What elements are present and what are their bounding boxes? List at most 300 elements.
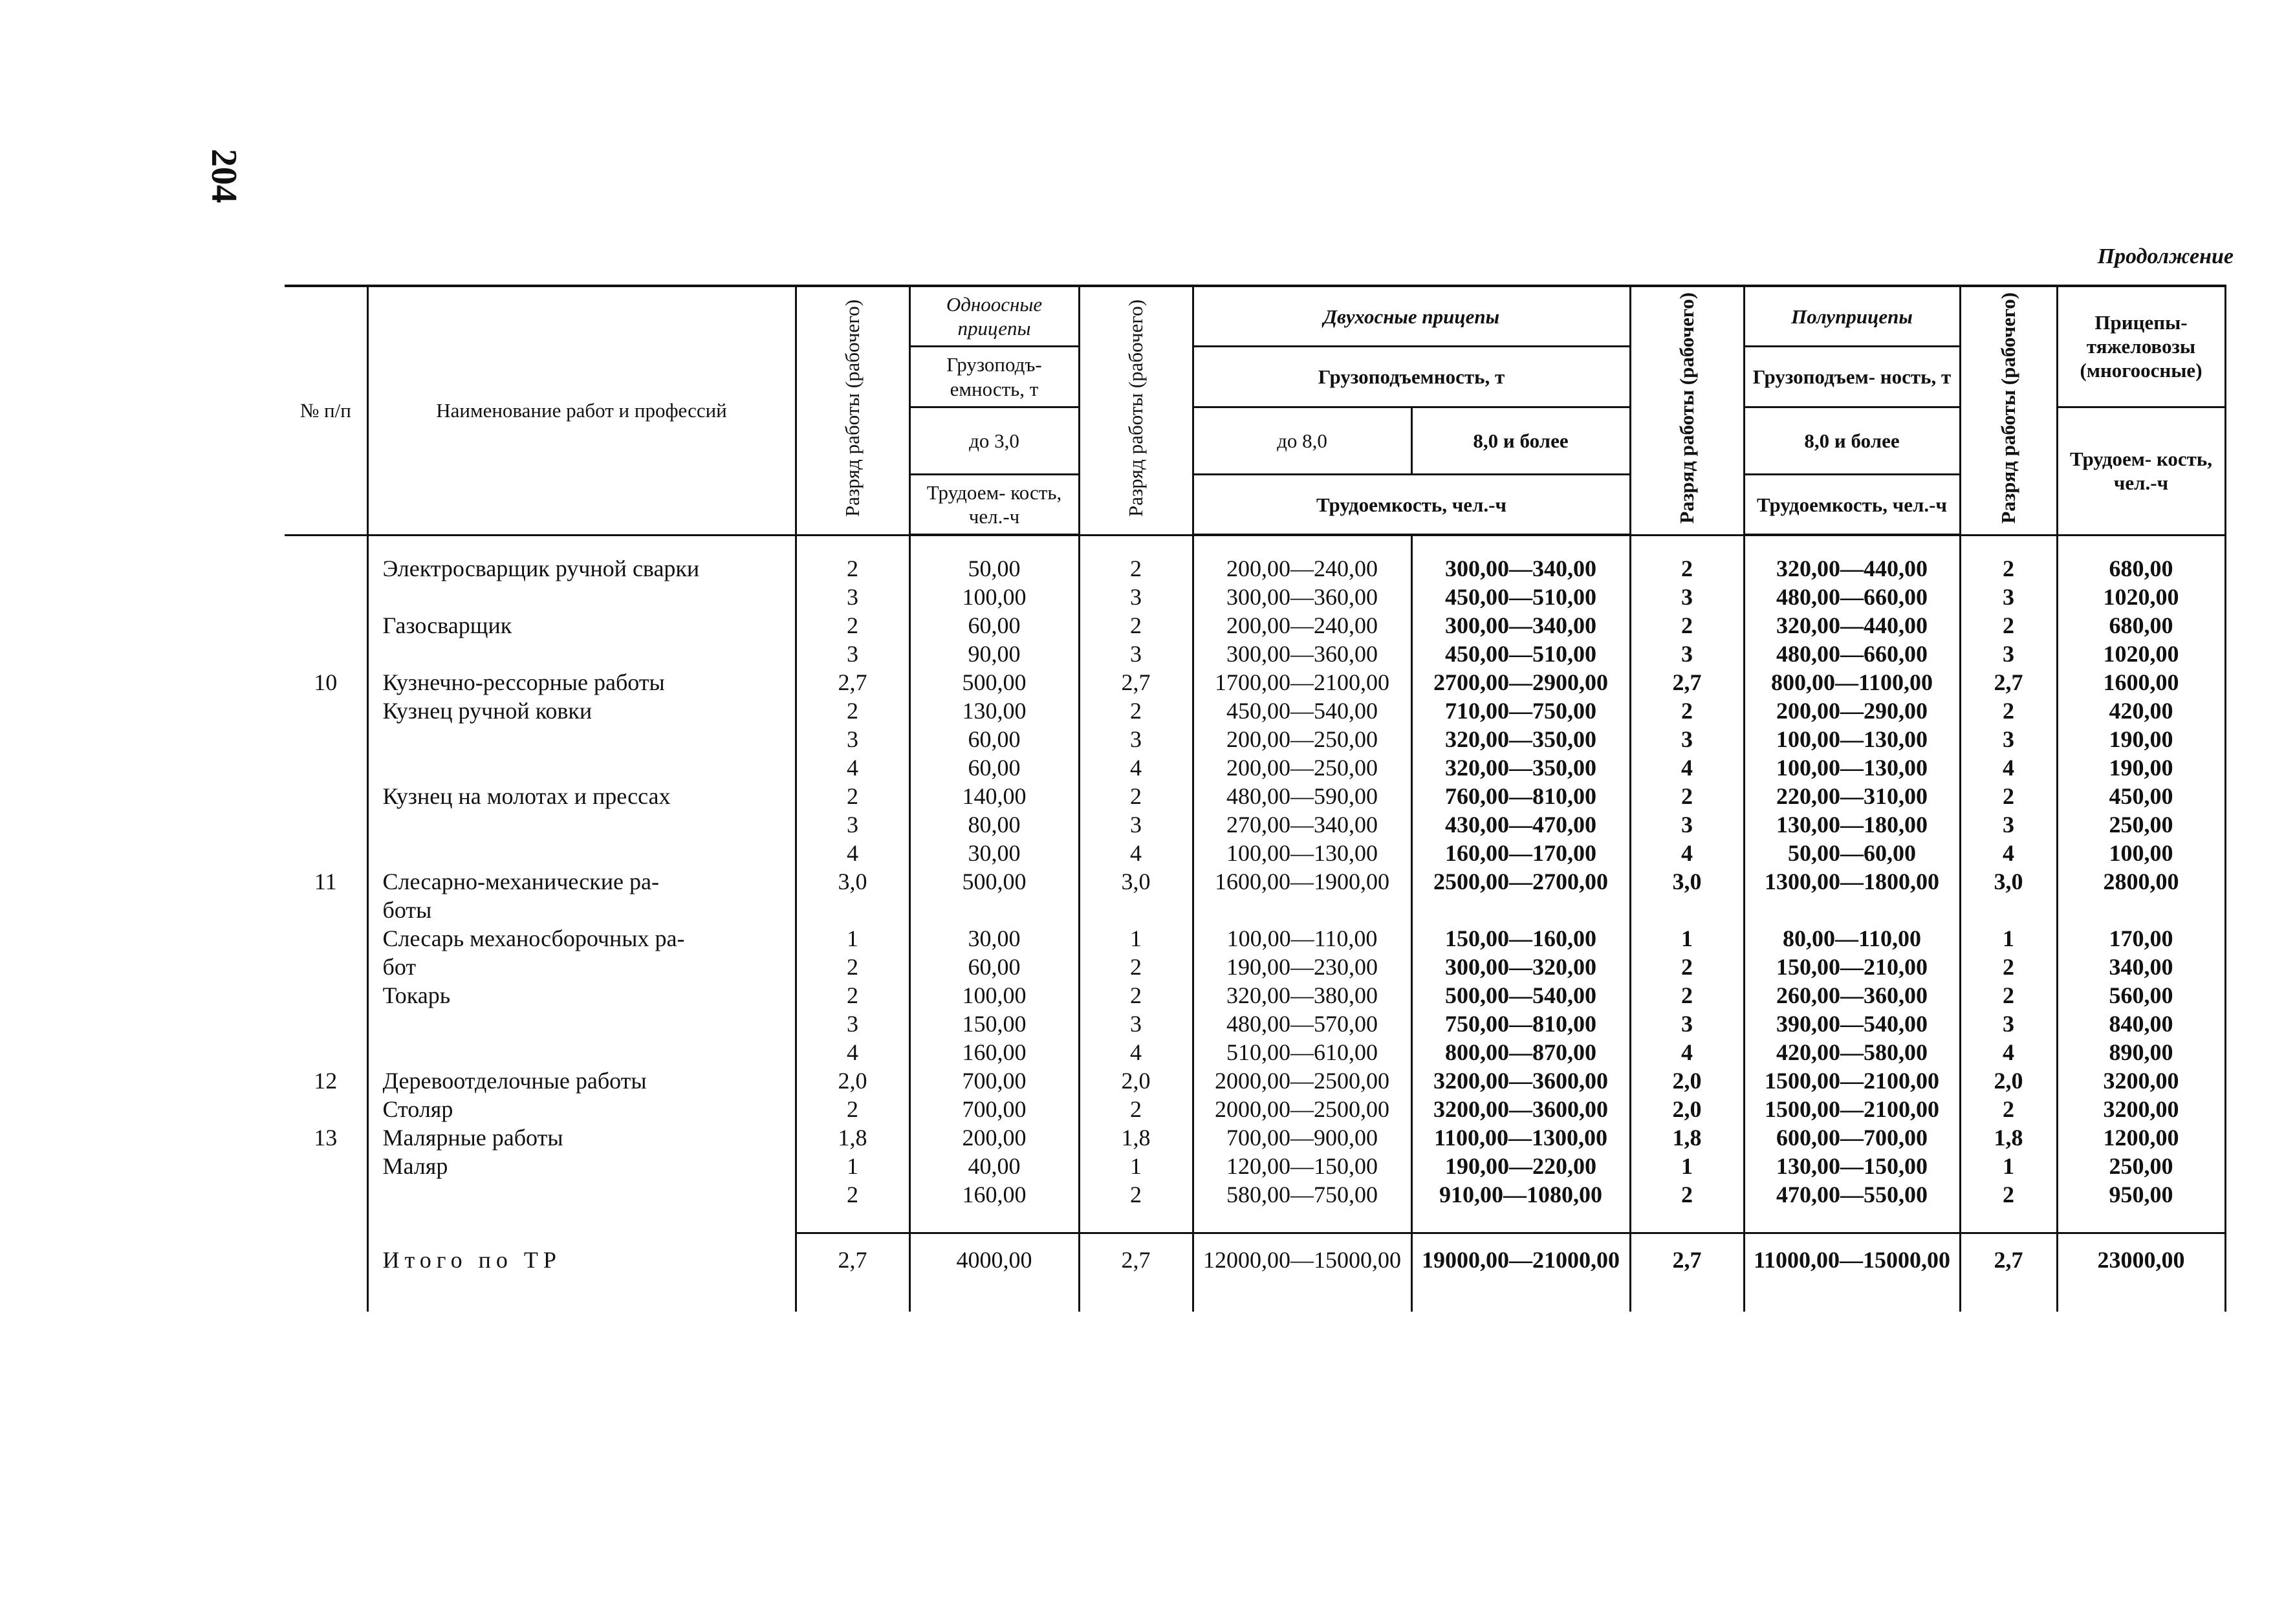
row-grade-single: 4 <box>796 753 909 782</box>
header-two-axle-range-2: 8,0 и более <box>1411 407 1630 474</box>
row-labor-two-axle-over8: 800,00—870,00 <box>1411 1038 1630 1066</box>
row-grade-single: 3 <box>796 583 909 611</box>
row-grade-semi: 2 <box>1630 981 1744 1010</box>
row-grade-two-axle: 2 <box>1079 611 1193 640</box>
row-labor-heavy: 680,00 <box>2057 611 2225 640</box>
row-labor-two-axle-over8: 160,00—170,00 <box>1411 839 1630 867</box>
row-labor-single: 30,00 <box>909 839 1079 867</box>
row-grade-single: 2 <box>796 953 909 981</box>
row-labor-semi: 320,00—440,00 <box>1744 554 1960 583</box>
row-grade-semi: 2 <box>1630 554 1744 583</box>
row-labor-two-axle-upto8: 700,00—900,00 <box>1193 1123 1411 1152</box>
header-two-axle-range-1: до 8,0 <box>1193 407 1411 474</box>
row-num <box>285 697 367 725</box>
row-labor-two-axle-upto8: 200,00—250,00 <box>1193 753 1411 782</box>
row-labor-two-axle-upto8: 120,00—150,00 <box>1193 1152 1411 1180</box>
row-name: боты <box>367 896 796 924</box>
row-labor-single: 150,00 <box>909 1010 1079 1038</box>
row-grade-single: 2 <box>796 981 909 1010</box>
row-name: Токарь <box>367 981 796 1010</box>
row-grade-semi: 1,8 <box>1630 1123 1744 1152</box>
row-labor-two-axle-upto8: 1600,00—1900,00 <box>1193 867 1411 896</box>
row-labor-two-axle-over8: 910,00—1080,00 <box>1411 1180 1630 1209</box>
row-name: Слесарь механосборочных ра- <box>367 924 796 953</box>
row-grade-heavy: 3 <box>1960 583 2057 611</box>
header-grade-2 <box>1079 286 1193 535</box>
row-grade-heavy: 2,7 <box>1960 668 2057 697</box>
table-row <box>285 981 2225 1010</box>
row-labor-semi: 260,00—360,00 <box>1744 981 1960 1010</box>
row-labor-two-axle-over8: 320,00—350,00 <box>1411 725 1630 753</box>
row-grade-single: 2 <box>796 782 909 810</box>
row-grade-single: 2 <box>796 554 909 583</box>
total-row <box>285 1233 2225 1286</box>
row-labor-single: 500,00 <box>909 668 1079 697</box>
row-grade-heavy: 2 <box>1960 782 2057 810</box>
header-single-axle-range: до 3,0 <box>909 407 1079 474</box>
row-labor-heavy: 250,00 <box>2057 1152 2225 1180</box>
table-row <box>285 1038 2225 1066</box>
row-labor-single: 100,00 <box>909 981 1079 1010</box>
header-single-axle-labor: Трудоем- кость, чел.-ч <box>909 474 1079 535</box>
header-two-axle-capacity: Грузоподъемность, т <box>1193 347 1630 407</box>
row-labor-semi: 220,00—310,00 <box>1744 782 1960 810</box>
row-labor-semi: 130,00—150,00 <box>1744 1152 1960 1180</box>
row-name: Малярные работы <box>367 1123 796 1152</box>
row-labor-two-axle-over8: 450,00—510,00 <box>1411 583 1630 611</box>
row-labor-two-axle-over8 <box>1411 896 1630 924</box>
row-labor-two-axle-over8: 300,00—340,00 <box>1411 554 1630 583</box>
row-labor-two-axle-upto8: 1700,00—2100,00 <box>1193 668 1411 697</box>
row-labor-two-axle-over8: 2500,00—2700,00 <box>1411 867 1630 896</box>
row-grade-two-axle: 2 <box>1079 1095 1193 1123</box>
table-row <box>285 554 2225 583</box>
row-labor-heavy: 100,00 <box>2057 839 2225 867</box>
table-row <box>285 867 2225 896</box>
total-grade-heavy: 2,7 <box>1960 1233 2057 1286</box>
page-number: 204 <box>204 149 244 203</box>
row-labor-two-axle-upto8 <box>1193 896 1411 924</box>
row-grade-heavy: 4 <box>1960 753 2057 782</box>
row-labor-two-axle-upto8: 2000,00—2500,00 <box>1193 1095 1411 1123</box>
row-name: Электросварщик ручной сварки <box>367 554 796 583</box>
row-num <box>285 583 367 611</box>
row-labor-semi <box>1744 896 1960 924</box>
row-labor-two-axle-upto8: 480,00—570,00 <box>1193 1010 1411 1038</box>
row-labor-two-axle-over8: 750,00—810,00 <box>1411 1010 1630 1038</box>
row-labor-single: 40,00 <box>909 1152 1079 1180</box>
row-num <box>285 896 367 924</box>
header-semi-capacity: Грузоподъем- ность, т <box>1744 347 1960 407</box>
total-grade-two-axle: 2,7 <box>1079 1233 1193 1286</box>
tail-row <box>285 1286 2225 1312</box>
row-labor-two-axle-upto8: 200,00—240,00 <box>1193 611 1411 640</box>
header-single-axle-title: Одноосные прицепы <box>909 286 1079 347</box>
row-num <box>285 753 367 782</box>
row-grade-single: 3 <box>796 810 909 839</box>
row-grade-two-axle: 3 <box>1079 1010 1193 1038</box>
row-name <box>367 1180 796 1209</box>
row-grade-semi <box>1630 896 1744 924</box>
row-labor-heavy: 560,00 <box>2057 981 2225 1010</box>
row-labor-single: 60,00 <box>909 953 1079 981</box>
row-num: 12 <box>285 1066 367 1095</box>
table-body <box>285 535 2225 1312</box>
row-grade-two-axle: 1,8 <box>1079 1123 1193 1152</box>
row-labor-two-axle-upto8: 2000,00—2500,00 <box>1193 1066 1411 1095</box>
row-labor-single: 160,00 <box>909 1038 1079 1066</box>
row-labor-single: 140,00 <box>909 782 1079 810</box>
row-labor-two-axle-over8: 430,00—470,00 <box>1411 810 1630 839</box>
total-separator-row <box>285 1209 2225 1233</box>
row-grade-two-axle: 4 <box>1079 839 1193 867</box>
row-grade-two-axle: 3 <box>1079 640 1193 668</box>
total-grade-single: 2,7 <box>796 1233 909 1286</box>
row-grade-heavy: 2,0 <box>1960 1066 2057 1095</box>
row-labor-single: 30,00 <box>909 924 1079 953</box>
table-row <box>285 953 2225 981</box>
row-labor-single: 50,00 <box>909 554 1079 583</box>
row-grade-heavy: 3 <box>1960 640 2057 668</box>
row-grade-heavy: 2 <box>1960 554 2057 583</box>
row-labor-two-axle-upto8: 320,00—380,00 <box>1193 981 1411 1010</box>
table-header <box>285 286 2225 535</box>
row-grade-semi: 3 <box>1630 583 1744 611</box>
row-grade-heavy: 3 <box>1960 1010 2057 1038</box>
row-labor-heavy: 890,00 <box>2057 1038 2225 1066</box>
row-labor-two-axle-over8: 3200,00—3600,00 <box>1411 1095 1630 1123</box>
row-grade-heavy: 2 <box>1960 697 2057 725</box>
header-two-axle-title: Двухосные прицепы <box>1193 286 1630 347</box>
header-grade-4 <box>1960 286 2057 535</box>
row-name <box>367 810 796 839</box>
row-grade-single: 1 <box>796 1152 909 1180</box>
row-grade-heavy: 4 <box>1960 1038 2057 1066</box>
row-labor-semi: 80,00—110,00 <box>1744 924 1960 953</box>
row-name <box>367 1038 796 1066</box>
header-num: № п/п <box>285 286 367 535</box>
row-labor-semi: 100,00—130,00 <box>1744 753 1960 782</box>
header-grade-3 <box>1630 286 1744 535</box>
row-num <box>285 839 367 867</box>
row-grade-semi: 2 <box>1630 697 1744 725</box>
row-grade-semi: 3,0 <box>1630 867 1744 896</box>
row-name: Кузнец на молотах и прессах <box>367 782 796 810</box>
table-row <box>285 697 2225 725</box>
row-name: Маляр <box>367 1152 796 1180</box>
row-name <box>367 640 796 668</box>
row-labor-heavy: 950,00 <box>2057 1180 2225 1209</box>
row-labor-single: 700,00 <box>909 1066 1079 1095</box>
header-grade-1-text: Разряд работы (рабочего) <box>841 299 864 517</box>
row-grade-single: 3 <box>796 640 909 668</box>
total-labor-single: 4000,00 <box>909 1233 1079 1286</box>
row-labor-single: 160,00 <box>909 1180 1079 1209</box>
row-grade-semi: 1 <box>1630 1152 1744 1180</box>
header-grade-2-text: Разряд работы (рабочего) <box>1124 299 1147 517</box>
row-labor-semi: 1300,00—1800,00 <box>1744 867 1960 896</box>
row-grade-two-axle: 1 <box>1079 924 1193 953</box>
row-name: Деревоотделочные работы <box>367 1066 796 1095</box>
row-labor-single: 60,00 <box>909 753 1079 782</box>
row-labor-semi: 200,00—290,00 <box>1744 697 1960 725</box>
row-grade-two-axle: 3 <box>1079 583 1193 611</box>
row-labor-semi: 480,00—660,00 <box>1744 583 1960 611</box>
row-num <box>285 725 367 753</box>
table-row <box>285 1180 2225 1209</box>
header-semi-labor: Трудоемкость, чел.-ч <box>1744 474 1960 535</box>
row-num <box>285 611 367 640</box>
row-grade-single: 2,0 <box>796 1066 909 1095</box>
row-grade-two-axle: 4 <box>1079 1038 1193 1066</box>
row-grade-semi: 4 <box>1630 753 1744 782</box>
row-grade-single: 2 <box>796 611 909 640</box>
row-name: Кузнец ручной ковки <box>367 697 796 725</box>
row-labor-heavy: 680,00 <box>2057 554 2225 583</box>
row-num <box>285 1095 367 1123</box>
row-grade-heavy: 2 <box>1960 953 2057 981</box>
row-labor-single: 80,00 <box>909 810 1079 839</box>
row-labor-single <box>909 896 1079 924</box>
row-labor-two-axle-upto8: 300,00—360,00 <box>1193 640 1411 668</box>
row-grade-two-axle: 3,0 <box>1079 867 1193 896</box>
row-num <box>285 981 367 1010</box>
row-labor-two-axle-over8: 190,00—220,00 <box>1411 1152 1630 1180</box>
row-labor-two-axle-over8: 450,00—510,00 <box>1411 640 1630 668</box>
row-labor-two-axle-over8: 760,00—810,00 <box>1411 782 1630 810</box>
row-labor-single: 60,00 <box>909 611 1079 640</box>
row-name: Столяр <box>367 1095 796 1123</box>
row-labor-heavy: 840,00 <box>2057 1010 2225 1038</box>
table-row <box>285 753 2225 782</box>
row-labor-two-axle-upto8: 580,00—750,00 <box>1193 1180 1411 1209</box>
row-grade-semi: 2 <box>1630 953 1744 981</box>
row-grade-single: 1 <box>796 924 909 953</box>
row-grade-heavy: 1 <box>1960 1152 2057 1180</box>
row-grade-semi: 2 <box>1630 782 1744 810</box>
row-grade-heavy: 2 <box>1960 1095 2057 1123</box>
row-grade-heavy: 1 <box>1960 924 2057 953</box>
row-name <box>367 725 796 753</box>
row-labor-heavy: 1600,00 <box>2057 668 2225 697</box>
row-labor-two-axle-over8: 150,00—160,00 <box>1411 924 1630 953</box>
row-labor-semi: 480,00—660,00 <box>1744 640 1960 668</box>
row-labor-two-axle-over8: 2700,00—2900,00 <box>1411 668 1630 697</box>
row-grade-semi: 3 <box>1630 810 1744 839</box>
row-labor-single: 100,00 <box>909 583 1079 611</box>
row-labor-single: 500,00 <box>909 867 1079 896</box>
header-grade-3-text: Разряд работы (рабочего) <box>1675 292 1699 524</box>
total-labor-semi: 11000,00—15000,00 <box>1744 1233 1960 1286</box>
row-num <box>285 640 367 668</box>
row-grade-two-axle: 2,7 <box>1079 668 1193 697</box>
row-grade-heavy: 3,0 <box>1960 867 2057 896</box>
row-labor-heavy: 450,00 <box>2057 782 2225 810</box>
table-row <box>285 1010 2225 1038</box>
spacer-row <box>285 535 2225 554</box>
row-name: бот <box>367 953 796 981</box>
row-num <box>285 1180 367 1209</box>
row-labor-semi: 390,00—540,00 <box>1744 1010 1960 1038</box>
table-row <box>285 725 2225 753</box>
row-grade-semi: 1 <box>1630 924 1744 953</box>
row-labor-semi: 150,00—210,00 <box>1744 953 1960 981</box>
row-grade-two-axle: 2,0 <box>1079 1066 1193 1095</box>
row-grade-heavy: 4 <box>1960 839 2057 867</box>
row-labor-two-axle-upto8: 100,00—130,00 <box>1193 839 1411 867</box>
row-labor-heavy: 3200,00 <box>2057 1066 2225 1095</box>
row-grade-two-axle: 4 <box>1079 753 1193 782</box>
total-labor-two-axle-upto8: 12000,00—15000,00 <box>1193 1233 1411 1286</box>
header-two-axle-labor: Трудоемкость, чел.-ч <box>1193 474 1630 535</box>
table-row <box>285 583 2225 611</box>
row-grade-single: 4 <box>796 1038 909 1066</box>
row-labor-heavy: 2800,00 <box>2057 867 2225 896</box>
row-labor-semi: 320,00—440,00 <box>1744 611 1960 640</box>
row-grade-semi: 3 <box>1630 640 1744 668</box>
row-num <box>285 1152 367 1180</box>
row-grade-single: 2,7 <box>796 668 909 697</box>
table-row <box>285 1095 2225 1123</box>
row-num: 11 <box>285 867 367 896</box>
row-grade-single: 1,8 <box>796 1123 909 1152</box>
row-name <box>367 839 796 867</box>
table-row <box>285 810 2225 839</box>
row-labor-two-axle-over8: 500,00—540,00 <box>1411 981 1630 1010</box>
row-grade-semi: 2,0 <box>1630 1066 1744 1095</box>
row-labor-two-axle-over8: 3200,00—3600,00 <box>1411 1066 1630 1095</box>
row-grade-two-axle: 2 <box>1079 953 1193 981</box>
labor-table <box>285 285 2226 1312</box>
row-labor-semi: 470,00—550,00 <box>1744 1180 1960 1209</box>
row-grade-heavy: 2 <box>1960 1180 2057 1209</box>
row-labor-single: 60,00 <box>909 725 1079 753</box>
row-labor-two-axle-over8: 1100,00—1300,00 <box>1411 1123 1630 1152</box>
row-grade-two-axle: 3 <box>1079 725 1193 753</box>
table-row <box>285 896 2225 924</box>
row-num <box>285 810 367 839</box>
total-labor-two-axle-over8: 19000,00—21000,00 <box>1411 1233 1630 1286</box>
total-name: Итого по ТР <box>367 1233 796 1286</box>
row-labor-two-axle-upto8: 190,00—230,00 <box>1193 953 1411 981</box>
row-labor-heavy: 1020,00 <box>2057 640 2225 668</box>
total-grade-semi: 2,7 <box>1630 1233 1744 1286</box>
row-labor-heavy: 250,00 <box>2057 810 2225 839</box>
header-name: Наименование работ и профессий <box>367 286 796 535</box>
row-labor-heavy: 190,00 <box>2057 753 2225 782</box>
row-grade-single: 2 <box>796 697 909 725</box>
row-labor-two-axle-over8: 300,00—340,00 <box>1411 611 1630 640</box>
row-labor-two-axle-over8: 710,00—750,00 <box>1411 697 1630 725</box>
table-row <box>285 782 2225 810</box>
table-row <box>285 1066 2225 1095</box>
row-name <box>367 583 796 611</box>
row-labor-two-axle-upto8: 450,00—540,00 <box>1193 697 1411 725</box>
header-grade-4-text: Разряд работы (рабочего) <box>1997 292 2020 524</box>
row-name <box>367 1010 796 1038</box>
row-grade-semi: 2 <box>1630 611 1744 640</box>
row-num <box>285 924 367 953</box>
row-grade-heavy <box>1960 896 2057 924</box>
row-grade-two-axle <box>1079 896 1193 924</box>
table-row <box>285 1123 2225 1152</box>
row-labor-semi: 800,00—1100,00 <box>1744 668 1960 697</box>
table-row <box>285 839 2225 867</box>
row-num <box>285 782 367 810</box>
row-grade-two-axle: 2 <box>1079 554 1193 583</box>
row-grade-semi: 3 <box>1630 1010 1744 1038</box>
row-grade-single: 3,0 <box>796 867 909 896</box>
row-labor-semi: 130,00—180,00 <box>1744 810 1960 839</box>
row-grade-semi: 2 <box>1630 1180 1744 1209</box>
row-labor-single: 200,00 <box>909 1123 1079 1152</box>
row-grade-heavy: 2 <box>1960 611 2057 640</box>
row-grade-single <box>796 896 909 924</box>
row-grade-two-axle: 2 <box>1079 1180 1193 1209</box>
row-name: Кузнечно-рессорные работы <box>367 668 796 697</box>
row-grade-semi: 3 <box>1630 725 1744 753</box>
row-grade-two-axle: 1 <box>1079 1152 1193 1180</box>
row-labor-two-axle-upto8: 300,00—360,00 <box>1193 583 1411 611</box>
header-heavy-title: Прицепы- тяжеловозы (многоосные) <box>2057 286 2225 407</box>
header-semi-title: Полуприцепы <box>1744 286 1960 347</box>
row-labor-heavy: 170,00 <box>2057 924 2225 953</box>
row-name: Слесарно-механические ра- <box>367 867 796 896</box>
row-num: 13 <box>285 1123 367 1152</box>
table-row <box>285 924 2225 953</box>
row-grade-single: 3 <box>796 725 909 753</box>
row-grade-two-axle: 2 <box>1079 697 1193 725</box>
row-labor-heavy: 3200,00 <box>2057 1095 2225 1123</box>
header-single-axle-capacity: Грузоподъ- емность, т <box>909 347 1079 407</box>
row-grade-heavy: 3 <box>1960 810 2057 839</box>
row-labor-two-axle-upto8: 200,00—250,00 <box>1193 725 1411 753</box>
row-labor-semi: 420,00—580,00 <box>1744 1038 1960 1066</box>
row-grade-single: 4 <box>796 839 909 867</box>
row-labor-two-axle-upto8: 510,00—610,00 <box>1193 1038 1411 1066</box>
row-labor-heavy: 190,00 <box>2057 725 2225 753</box>
row-labor-two-axle-upto8: 270,00—340,00 <box>1193 810 1411 839</box>
row-grade-single: 2 <box>796 1095 909 1123</box>
row-labor-semi: 50,00—60,00 <box>1744 839 1960 867</box>
continuation-label: Продолжение <box>2097 244 2234 268</box>
row-grade-single: 3 <box>796 1010 909 1038</box>
row-labor-two-axle-upto8: 200,00—240,00 <box>1193 554 1411 583</box>
row-labor-semi: 100,00—130,00 <box>1744 725 1960 753</box>
row-num: 10 <box>285 668 367 697</box>
table-row <box>285 611 2225 640</box>
row-grade-semi: 4 <box>1630 1038 1744 1066</box>
row-grade-heavy: 1,8 <box>1960 1123 2057 1152</box>
row-labor-semi: 600,00—700,00 <box>1744 1123 1960 1152</box>
total-labor-heavy: 23000,00 <box>2057 1233 2225 1286</box>
row-grade-two-axle: 2 <box>1079 981 1193 1010</box>
row-labor-heavy <box>2057 896 2225 924</box>
row-labor-two-axle-over8: 300,00—320,00 <box>1411 953 1630 981</box>
header-grade-1 <box>796 286 909 535</box>
row-labor-semi: 1500,00—2100,00 <box>1744 1095 1960 1123</box>
row-grade-heavy: 2 <box>1960 981 2057 1010</box>
row-num <box>285 1038 367 1066</box>
table-row <box>285 668 2225 697</box>
row-labor-two-axle-over8: 320,00—350,00 <box>1411 753 1630 782</box>
row-labor-two-axle-upto8: 100,00—110,00 <box>1193 924 1411 953</box>
row-labor-two-axle-upto8: 480,00—590,00 <box>1193 782 1411 810</box>
row-labor-single: 130,00 <box>909 697 1079 725</box>
row-grade-two-axle: 3 <box>1079 810 1193 839</box>
row-num <box>285 953 367 981</box>
table-row <box>285 640 2225 668</box>
